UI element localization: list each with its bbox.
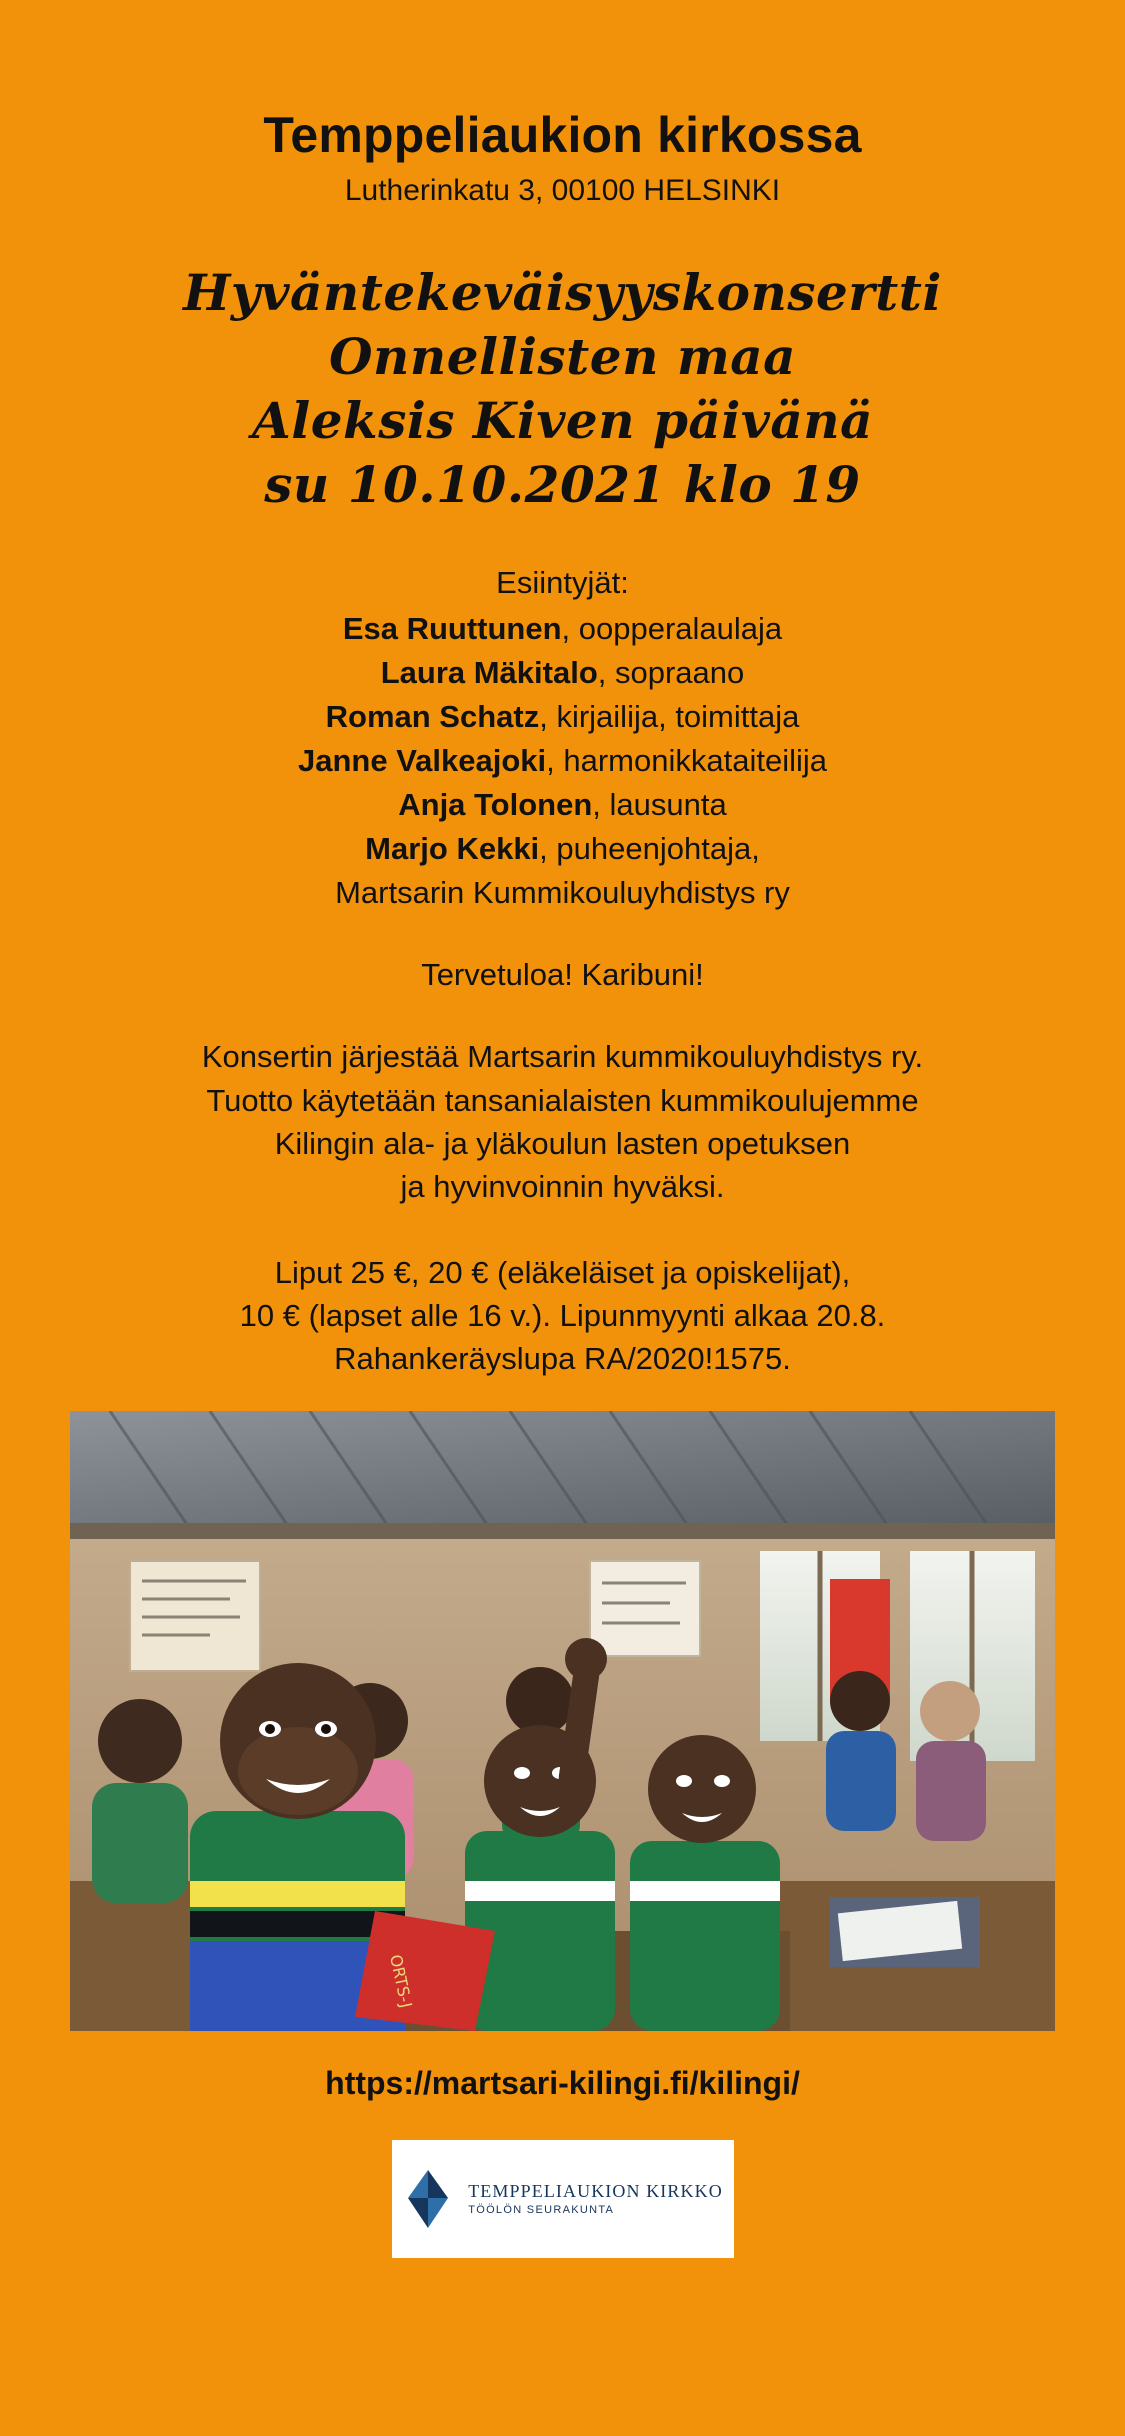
performer-name: Roman Schatz (325, 699, 540, 735)
logo-subtitle: TÖÖLÖN SEURAKUNTA (468, 2204, 615, 2217)
website-link[interactable]: https://martsari-kilingi.fi/kilingi/ (325, 2064, 800, 2101)
classroom-photo-illustration (70, 1411, 1055, 2031)
performer-role: , oopperalaulaja (561, 611, 783, 647)
performer-affiliation: Martsarin Kummikouluyhdistys ry (335, 875, 790, 911)
event-headline (183, 261, 942, 517)
performer-name: Anja Tolonen (398, 787, 593, 823)
parish-logo (392, 2140, 734, 2258)
welcome-text: Tervetuloa! Karibuni! (421, 957, 704, 993)
performers-label: Esiintyjät: (496, 565, 629, 600)
organizer-line-3: Kilingin ala- ja yläkoulun lasten opetuksen (274, 1125, 851, 1161)
organizer-line-1: Konsertin järjestää Martsarin kummikouluyhdistys ry. (201, 1039, 924, 1075)
headline-line-4: su 10.10.2021 klo 19 (264, 455, 861, 514)
tickets-line-3: Rahankeräyslupa RA/2020!1575. (334, 1341, 791, 1377)
performer-row (298, 651, 827, 695)
logo-title: TEMPPELIAUKION KIRKKO (468, 2180, 723, 2201)
performer-role: , kirjailija, toimittaja (539, 699, 800, 735)
performer-role: , harmonikkataiteilija (546, 743, 827, 779)
headline-line-1: Hyväntekeväisyyskonsertti (183, 263, 942, 322)
poster-content (22, 0, 1103, 2436)
performer-row (298, 607, 827, 651)
performer-role: , lausunta (592, 787, 727, 823)
performer-row (298, 783, 827, 827)
organizer-line-2: Tuotto käytetään tansanialaisten kummikoulujemme (206, 1082, 919, 1118)
venue-name: Temppeliaukion kirkossa (263, 107, 862, 163)
performer-row (298, 827, 827, 871)
performer-name: Esa Ruuttunen (342, 611, 562, 647)
performer-row (298, 739, 827, 783)
performers-block (298, 561, 827, 915)
tickets-line-1: Liput 25 €, 20 € (eläkeläiset ja opiskelijat), (274, 1254, 851, 1290)
performer-row (298, 695, 827, 739)
logo-text-block (468, 2181, 723, 2217)
headline-line-3: Aleksis Kiven päivänä (251, 391, 874, 450)
performer-name: Marjo Kekki (365, 831, 540, 867)
performer-role: , puheenjohtaja, (539, 831, 760, 867)
svg-text:ORTS-J: ORTS-J (386, 1952, 416, 2010)
organizer-block (202, 1035, 923, 1209)
classroom-photo (70, 1411, 1055, 2031)
venue-block (263, 108, 861, 209)
tickets-block (240, 1251, 886, 1381)
performer-name: Janne Valkeajoki (297, 743, 547, 779)
performer-name: Laura Mäkitalo (380, 655, 598, 691)
organizer-line-4: ja hyvinvoinnin hyväksi. (400, 1169, 725, 1205)
performer-role: , sopraano (597, 655, 745, 691)
church-logo-icon (402, 2168, 454, 2230)
venue-address: Lutherinkatu 3, 00100 HELSINKI (344, 174, 781, 207)
tickets-line-2: 10 € (lapset alle 16 v.). Lipunmyynti alkaa 20.8. (239, 1298, 886, 1334)
headline-line-2: Onnellisten maa (328, 327, 797, 386)
